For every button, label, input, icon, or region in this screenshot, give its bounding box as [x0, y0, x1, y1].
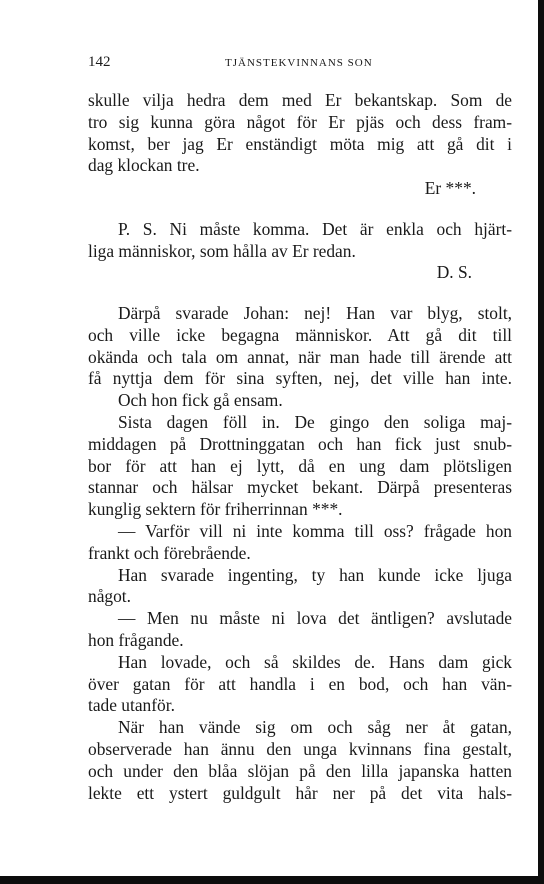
text-line: skulle vilja hedra dem med Er bekantskap. Som de	[88, 90, 512, 110]
narrative	[88, 303, 512, 804]
text-line: över gatan för att handla i en bod, och han vän-	[88, 673, 512, 694]
postscript	[88, 219, 512, 263]
text-line: hon frågande.	[88, 629, 184, 650]
postscript-signature: D. S.	[436, 262, 472, 282]
running-title: TJÄNSTEKVINNANS SON	[225, 57, 373, 69]
text-line: kunglig sektern för friherrinnan ***.	[88, 499, 343, 520]
letter-signature: Er ***.	[424, 178, 476, 198]
text-line: tro sig kunna göra något för Er pjäs och dess fram-	[88, 111, 512, 132]
text-line: observerade han ännu den unga kvinnans fina gestalt,	[88, 738, 512, 759]
text-line: få nyttja dem för sina syften, nej, det ville han inte.	[88, 368, 512, 389]
text-line: När han vände sig om och såg ner åt gatan,	[118, 717, 512, 738]
page-number: 142	[88, 54, 111, 70]
text-line: och ville icke begagna människor. Att gå dit till	[88, 324, 512, 345]
page-edge-right	[538, 0, 544, 884]
text-line: Sista dagen föll in. De gingo den soliga maj-	[118, 411, 512, 432]
text-line: bor för att han ej lytt, då en ung dam plötsligen	[88, 455, 512, 476]
text-line: något.	[88, 586, 131, 607]
page-edge-bottom	[0, 876, 544, 884]
page-header	[88, 54, 514, 74]
text-line: komst, ber jag Er enständigt möta mig att gå dit i	[88, 133, 512, 154]
text-line: liga människor, som hålla av Er redan.	[88, 240, 356, 261]
text-line: Han svarade ingenting, ty han kunde icke ljuga	[118, 564, 512, 585]
text-line: lekte ett ystert guldgult hår ner på det vita hals-	[88, 782, 512, 803]
text-line: middagen på Drottninggatan och han fick just snub-	[88, 433, 512, 454]
text-line: Därpå svarade Johan: nej! Han var blyg, stolt,	[118, 303, 512, 323]
text-line: och under den blåa slöjan på den lilla japanska hatten	[88, 760, 512, 781]
text-line: — Varför vill ni inte komma till oss? frågade hon	[118, 520, 512, 541]
text-line: Och hon fick gå ensam.	[118, 390, 283, 411]
text-line: dag klockan tre.	[88, 155, 200, 176]
letter-paragraph	[88, 90, 512, 177]
text-line: okända och tala om annat, när man hade till ärende att	[88, 346, 512, 367]
text-line: P. S. Ni måste komma. Det är enkla och hjärt-	[118, 219, 512, 239]
text-line: frankt och förebrående.	[88, 542, 251, 563]
text-line: tade utanför.	[88, 695, 175, 716]
text-line: stannar och hälsar mycket bekant. Därpå presenteras	[88, 477, 512, 498]
text-line: — Men nu måste ni lova det äntligen? avslutade	[118, 608, 512, 629]
text-line: Han lovade, och så skildes de. Hans dam gick	[118, 651, 512, 672]
